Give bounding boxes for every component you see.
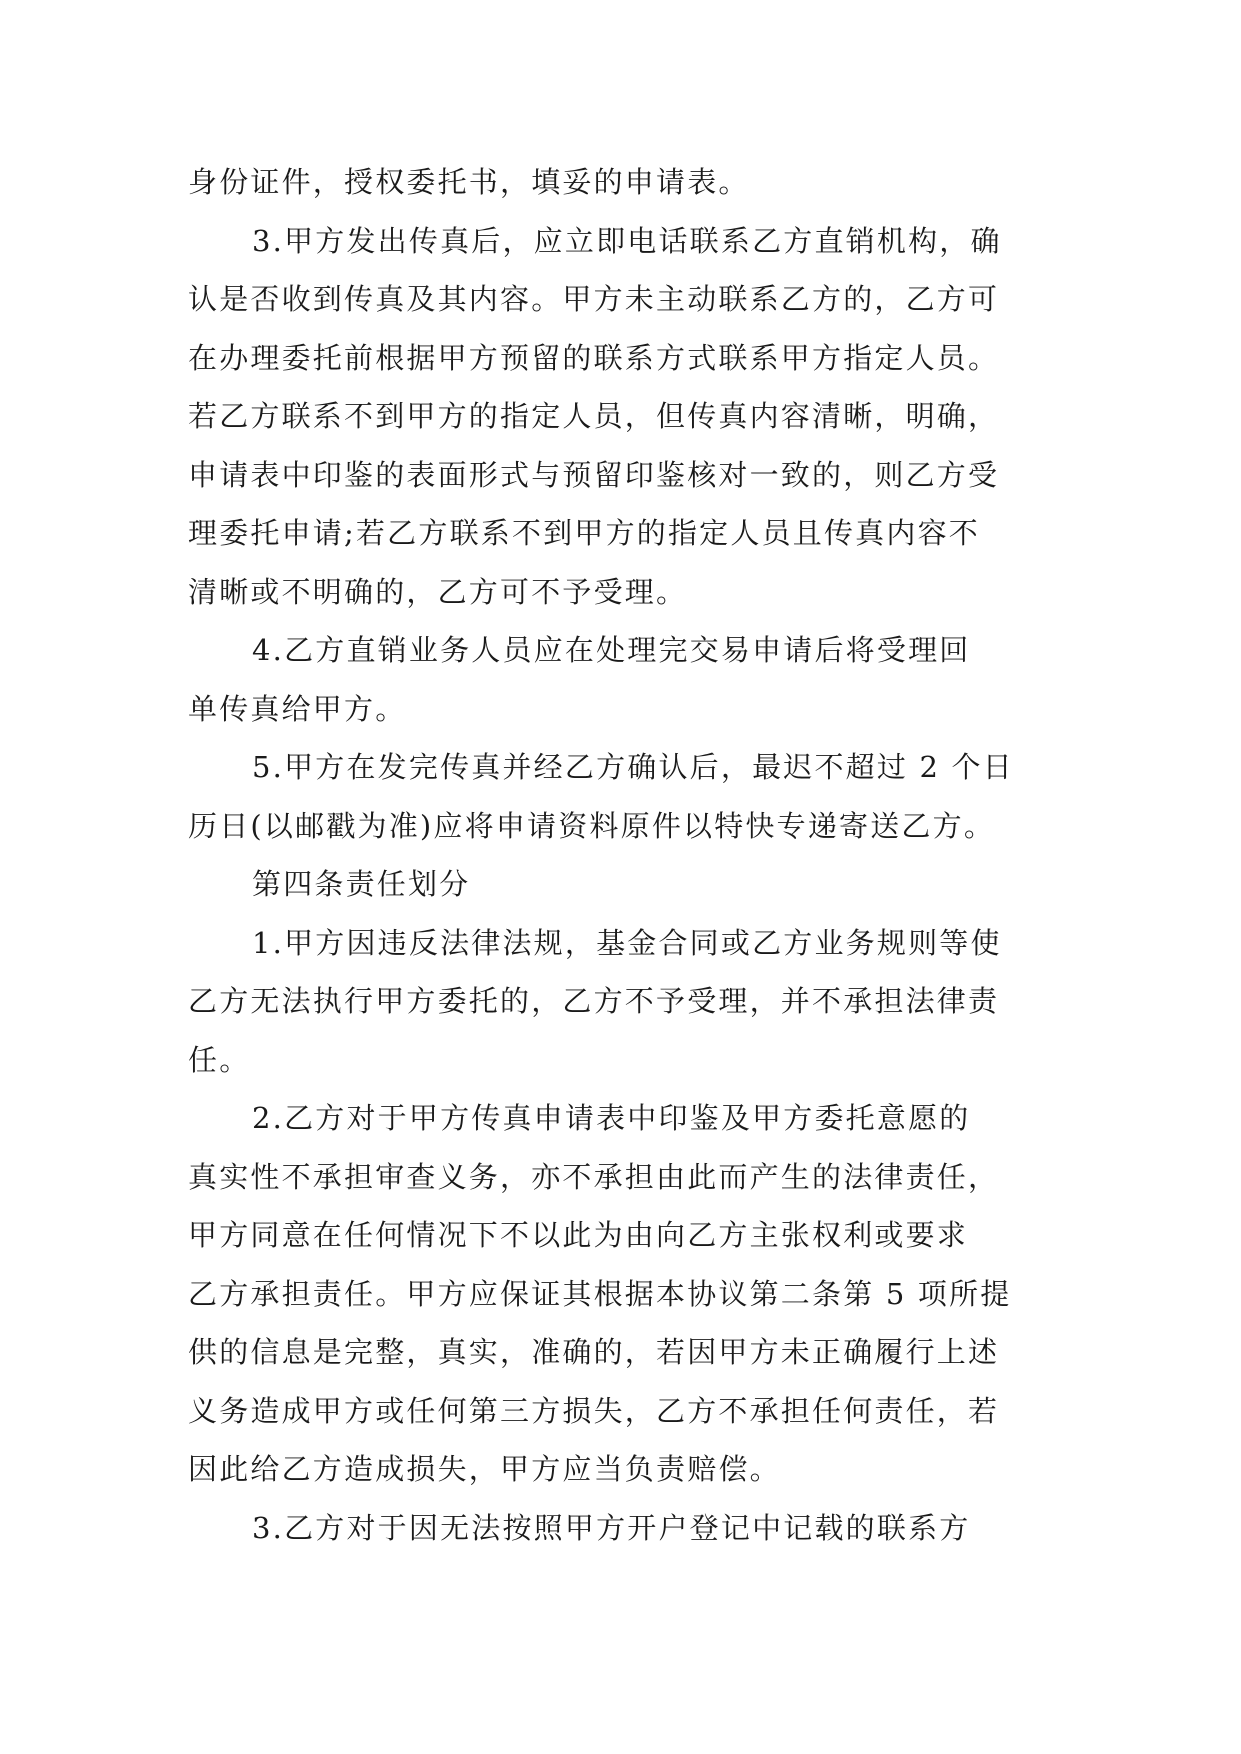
text-line: 乙方无法执行甲方委托的，乙方不予受理，并不承担法律责 [188,984,1000,1018]
text-line: 3.乙方对于因无法按照甲方开户登记中记载的联系方 [252,1510,971,1545]
text-line: 若乙方联系不到甲方的指定人员，但传真内容清晰，明确， [188,399,1000,433]
text-line: 3.甲方发出传真后，应立即电话联系乙方直销机构，确 [252,223,1002,258]
text-line: 申请表中印鉴的表面形式与预留印鉴核对一致的，则乙方受 [188,457,1000,492]
text-line: 2.乙方对于甲方传真申请表中印鉴及甲方委托意愿的 [252,1101,971,1135]
text-line: 因此给乙方造成损失，甲方应当负责赔偿。 [188,1452,781,1486]
text-line: 4.乙方直销业务人员应在处理完交易申请后将受理回 [252,633,971,667]
text-line: 认是否收到传真及其内容。甲方未主动联系乙方的，乙方可 [188,282,1000,316]
text-line: 甲方同意在任何情况下不以此为由向乙方主张权利或要求 [188,1218,969,1252]
text-line: 任。 [188,1042,251,1077]
text-line: 义务造成甲方或任何第三方损失，乙方不承担任何责任，若 [188,1393,1000,1428]
text-line: 供的信息是完整，真实，准确的，若因甲方未正确履行上述 [188,1335,1000,1369]
text-line: 5.甲方在发完传真并经乙方确认后，最迟不超过 2 个日 [252,750,1014,784]
text-line: 在办理委托前根据甲方预留的联系方式联系甲方指定人员。 [188,340,1000,375]
text-line: 身份证件，授权委托书，填妥的申请表。 [188,165,750,199]
text-line: 乙方承担责任。甲方应保证其根据本协议第二条第 5 项所提 [188,1276,1012,1311]
document-body [188,153,1056,1557]
text-line: 真实性不承担审查义务，亦不承担由此而产生的法律责任， [188,1159,1000,1194]
text-line: 清晰或不明确的，乙方可不予受理。 [188,574,688,609]
text-line: 第四条责任划分 [252,867,471,901]
text-line: 理委托申请;若乙方联系不到甲方的指定人员且传真内容不 [188,516,980,550]
text-line: 1.甲方因违反法律法规，基金合同或乙方业务规则等使 [252,925,1002,960]
text-line: 单传真给甲方。 [188,691,407,726]
text-line: 历日(以邮戳为准)应将申请资料原件以特快专递寄送乙方。 [188,808,996,843]
